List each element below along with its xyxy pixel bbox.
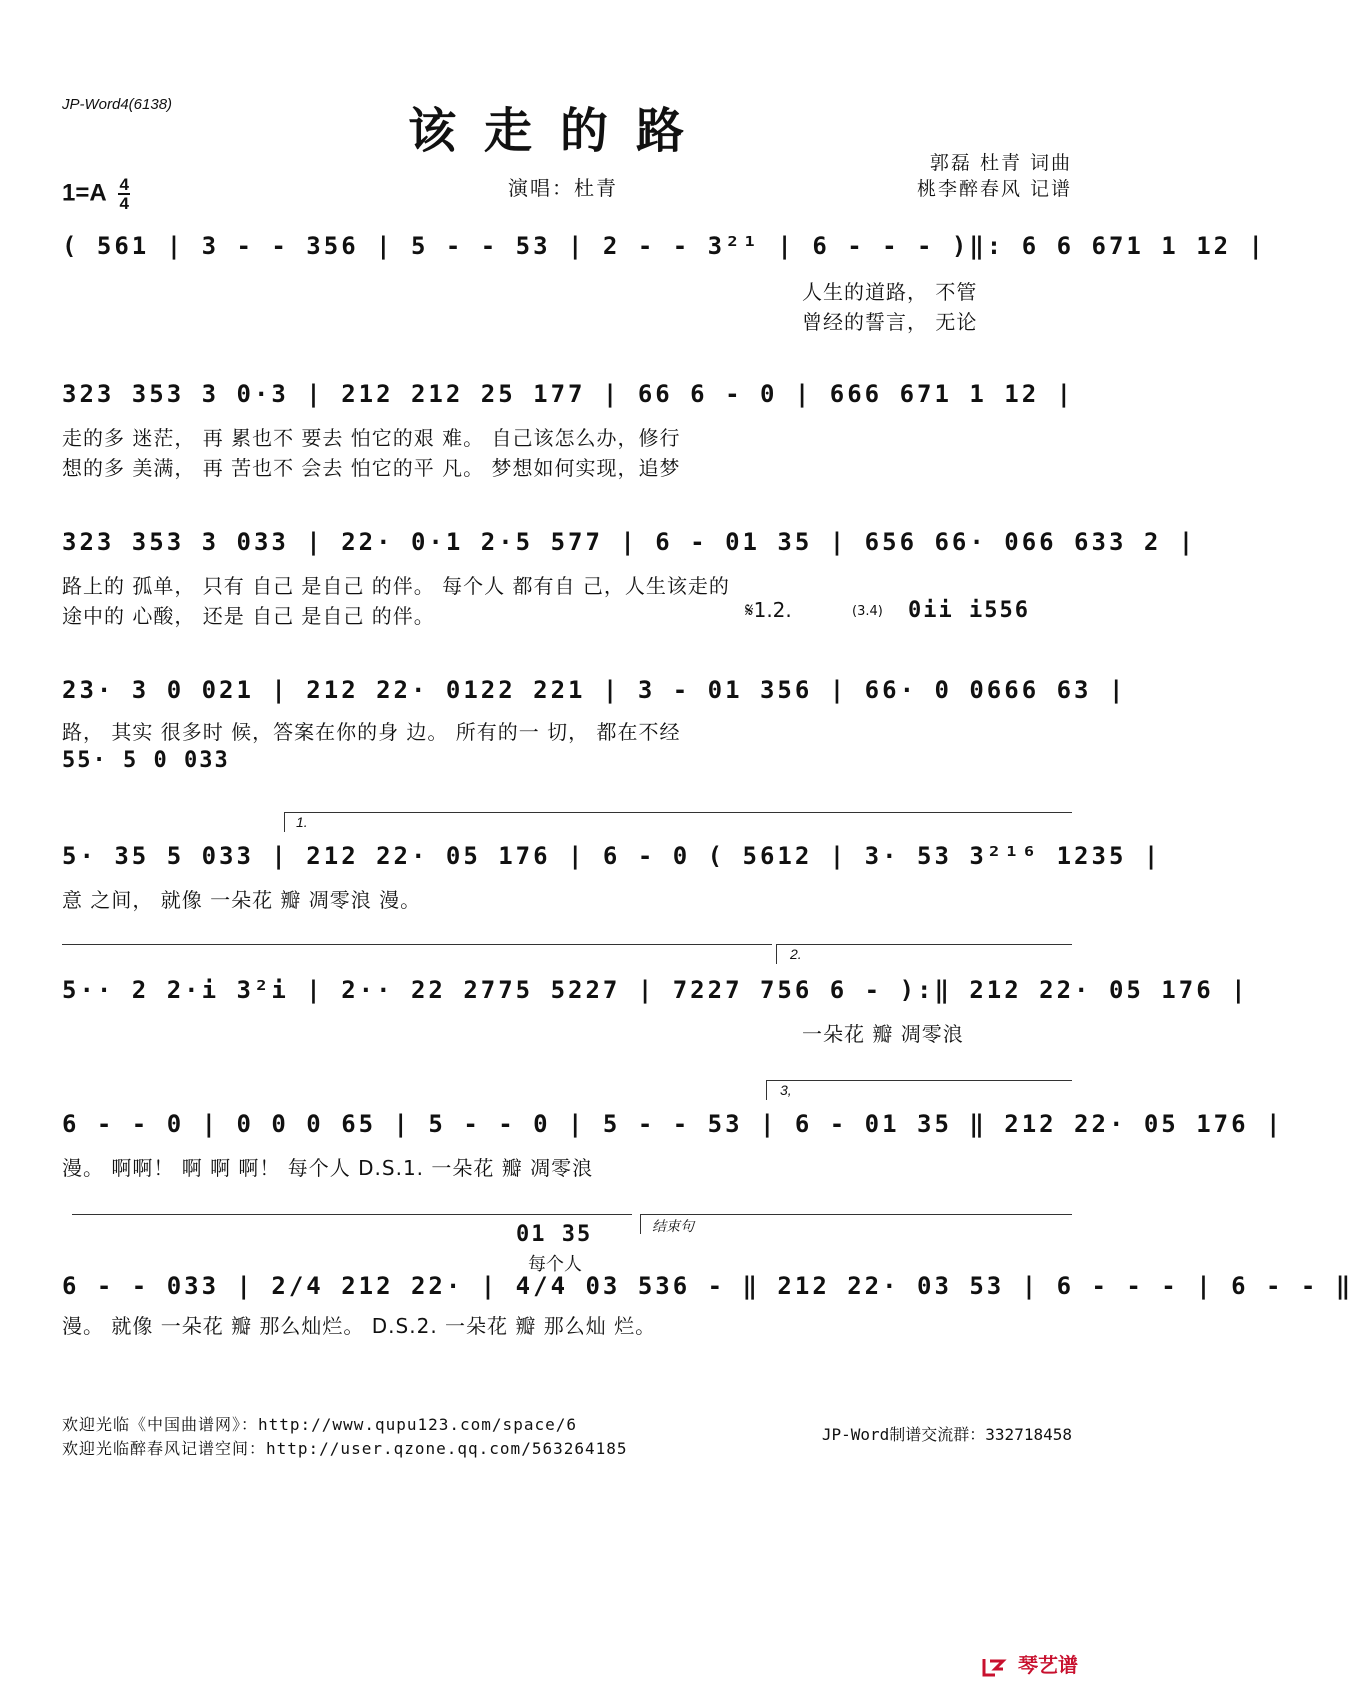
volta-1-hook [284, 812, 285, 832]
transcriber-credit: 桃李醉春风 记谱 [916, 178, 1072, 200]
volta-3-hook [766, 1080, 767, 1100]
score-row-1-lyric-1: 人生的道路， 不管 [802, 280, 978, 304]
alt-verse-label: (3.4) [852, 604, 883, 619]
segno-mark: 𝄋1.2. [745, 598, 792, 622]
ending-hook [640, 1214, 641, 1234]
song-title: 该走的路 [407, 103, 712, 159]
singer-label: 演唱：杜青 [508, 176, 618, 200]
footer-group-number: JP-Word制谱交流群：332718458 [821, 1425, 1072, 1444]
footer-link-qzone[interactable]: 欢迎光临醉春风记谱空间：http://user.qzone.qq.com/563264185 [62, 1439, 628, 1458]
volta-3-continuation [72, 1214, 632, 1215]
score-row-2-lyric-2: 想的多 美满， 再 苦也不 会去 怕它的平 凡。 梦想如何实现，追梦 [62, 456, 681, 480]
volta-2-label: 2. [790, 946, 802, 962]
volta-1-label: 1. [296, 814, 308, 830]
time-signature [118, 176, 129, 212]
ending-label: 结束句 [652, 1218, 694, 1234]
key-label: 1=A [62, 179, 106, 207]
source-label: JP-Word4(6138) [62, 96, 173, 113]
volta-2-hook [776, 944, 777, 964]
time-bottom: 4 [119, 194, 129, 213]
ending-bracket [640, 1214, 1072, 1215]
score-row-1-lyric-2: 曾经的誓言， 无论 [802, 310, 978, 334]
score-row-7-notes: 6 - - 0 | 0 0 0 65 | 5 - - 0 | 5 - - 53 | 6 - 01 35 ‖ 212 22· 05 176 | [62, 1110, 1284, 1138]
score-row-4-alt-notes: 55· 5 0 033 [62, 748, 230, 773]
alt-verse-notes: 0ii i556 [908, 598, 1030, 623]
score-row-5-lyric-1: 意 之间， 就像 一朵花 瓣 凋零浪 漫。 [62, 888, 422, 912]
score-row-8-notes: 6 - - 033 | 2/4 212 22· | 4/4 03 536 - ‖ 212 22· 03 53 | 6 - - - | 6 - - ‖ [62, 1272, 1353, 1300]
score-row-4-notes: 23· 3 0 021 | 212 22· 0122 221 | 3 - 01 356 | 66· 0 0666 63 | [62, 676, 1127, 704]
watermark-logo [981, 1649, 1078, 1678]
volta-3-bracket [766, 1080, 1072, 1081]
score-row-1-notes: ( 561 | 3 - - 356 | 5 - - 53 | 2 - - 3²¹ | 6 - - - )‖: 6 6 671 1 12 | [62, 232, 1266, 260]
key-signature [62, 176, 130, 212]
score-row-4-lyric-1: 路， 其实 很多时 候，答案在你的身 边。 所有的一 切， 都在不经 [62, 720, 681, 744]
score-row-8-lyric-1: 漫。 就像 一朵花 瓣 那么灿烂。 D.S.2. 一朵花 瓣 那么灿 烂。 [62, 1314, 657, 1338]
score-row-6-notes: 5·· 2 2·i 3²i | 2·· 22 2775 5227 | 7227 756 6 - ):‖ 212 22· 05 176 | [62, 976, 1249, 1004]
ending-pickup-lyric: 每个人 [528, 1254, 582, 1275]
ending-pickup-notes: 01 35 [516, 1222, 593, 1247]
footer-link-qupu[interactable]: 欢迎光临《中国曲谱网》：http://www.qupu123.com/space/6 [62, 1415, 577, 1434]
score-row-7-lyric-1: 漫。 啊啊！ 啊 啊 啊！ 每个人 D.S.1. 一朵花 瓣 凋零浪 [62, 1156, 594, 1180]
time-top: 4 [119, 175, 129, 194]
score-row-5-notes: 5· 35 5 033 | 212 22· 05 176 | 6 - 0 ( 5612 | 3· 53 3²¹⁶ 1235 | [62, 842, 1162, 870]
volta-1-continuation [62, 944, 772, 945]
score-row-3-lyric-2: 途中的 心酸， 还是 自己 是自己 的伴。 [62, 604, 435, 628]
watermark-text: 琴艺谱 [1018, 1653, 1078, 1677]
volta-3-label: 3, [780, 1082, 792, 1098]
volta-1-bracket [284, 812, 1072, 813]
score-row-2-lyric-1: 走的多 迷茫， 再 累也不 要去 怕它的艰 难。 自己该怎么办，修行 [62, 426, 681, 450]
qinyipu-logo-icon [981, 1656, 1007, 1678]
score-row-6-lyric-1: 一朵花 瓣 凋零浪 [802, 1022, 964, 1046]
volta-2-bracket [776, 944, 1072, 945]
score-row-3-notes: 323 353 3 033 | 22· 0·1 2·5 577 | 6 - 01 35 | 656 66· 066 633 2 | [62, 528, 1197, 556]
score-row-3-lyric-1: 路上的 孤单， 只有 自己 是自己 的伴。 每个人 都有自 己，人生该走的 [62, 574, 730, 598]
lyricist-composer-credit: 郭磊 杜青 词曲 [929, 152, 1072, 174]
score-row-2-notes: 323 353 3 0·3 | 212 212 25 177 | 66 6 - 0 | 666 671 1 12 | [62, 380, 1075, 408]
